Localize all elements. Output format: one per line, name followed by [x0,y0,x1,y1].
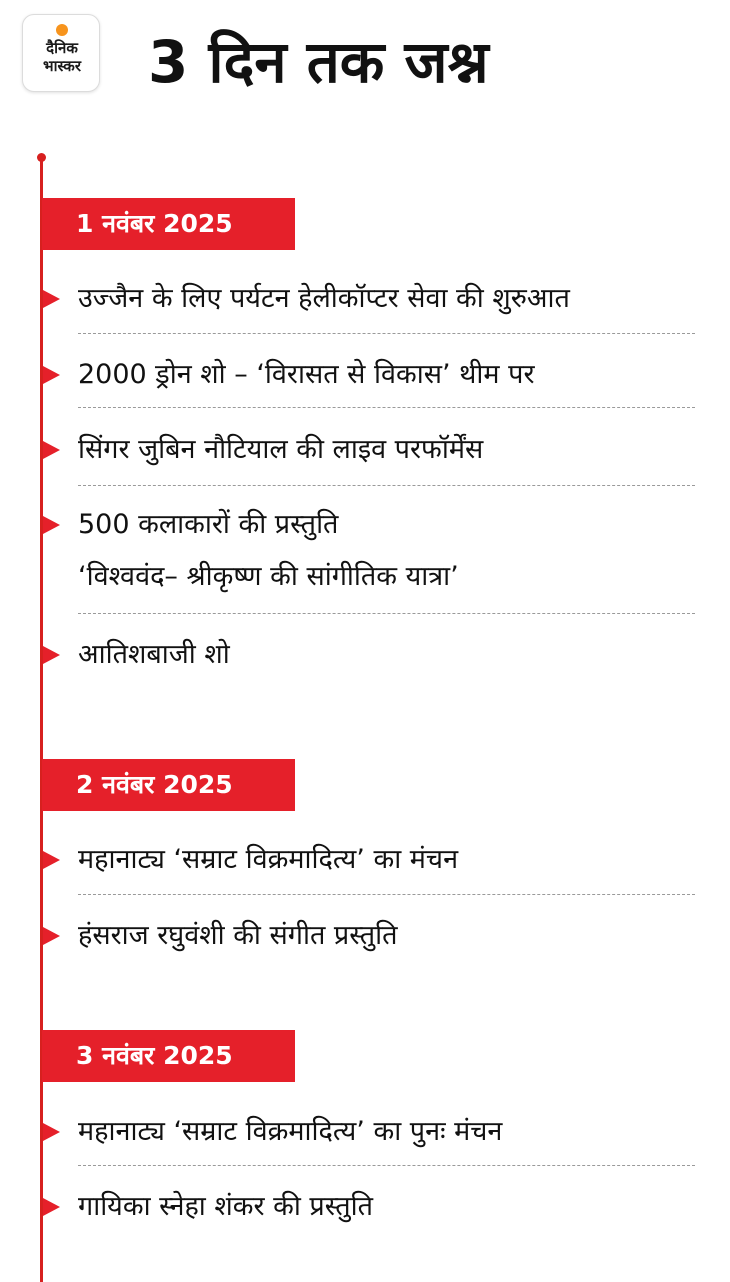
page-title: 3 दिन तक जश्न [148,28,489,96]
dainik-bhaskar-logo [22,14,100,92]
logo-text-line1: दैनिक [46,39,78,57]
separator [78,333,695,334]
bullet-arrow-icon [43,441,60,459]
separator [78,407,695,408]
separator [78,1165,695,1166]
sun-icon [56,24,68,36]
bullet-arrow-icon [43,927,60,945]
event-item: हंसराज रघुवंशी की संगीत प्रस्तुति [78,920,398,951]
event-item: सिंगर जुबिन नौटियाल की लाइव परफॉर्मेंस [78,434,484,465]
event-item: 2000 ड्रोन शो – ‘विरासत से विकास’ थीम पर [78,359,535,390]
logo-text-line2: भास्कर [43,57,81,75]
event-item: महानाट्य ‘सम्राट विक्रमादित्य’ का मंचन [78,844,459,875]
bullet-arrow-icon [43,851,60,869]
separator [78,485,695,486]
bullet-arrow-icon [43,1123,60,1141]
date-label-day-2: 2 नवंबर 2025 [42,759,295,811]
timeline-line [40,158,43,1282]
bullet-arrow-icon [43,516,60,534]
timeline-start-dot [37,153,46,162]
separator [78,894,695,895]
event-item: गायिका स्नेहा शंकर की प्रस्तुति [78,1191,374,1222]
date-label-day-3: 3 नवंबर 2025 [42,1030,295,1082]
event-item: उज्जैन के लिए पर्यटन हेलीकॉप्टर सेवा की शुरुआत [78,283,570,314]
bullet-arrow-icon [43,366,60,384]
event-item: आतिशबाजी शो [78,639,230,670]
bullet-arrow-icon [43,1198,60,1216]
bullet-arrow-icon [43,646,60,664]
event-item: महानाट्य ‘सम्राट विक्रमादित्य’ का पुनः मंचन [78,1116,503,1147]
bullet-arrow-icon [43,290,60,308]
event-item: 500 कलाकारों की प्रस्तुति ‘विश्ववंद– श्रीकृष्ण की सांगीतिक यात्रा’ [78,509,459,592]
date-label-day-1: 1 नवंबर 2025 [42,198,295,250]
separator [78,613,695,614]
